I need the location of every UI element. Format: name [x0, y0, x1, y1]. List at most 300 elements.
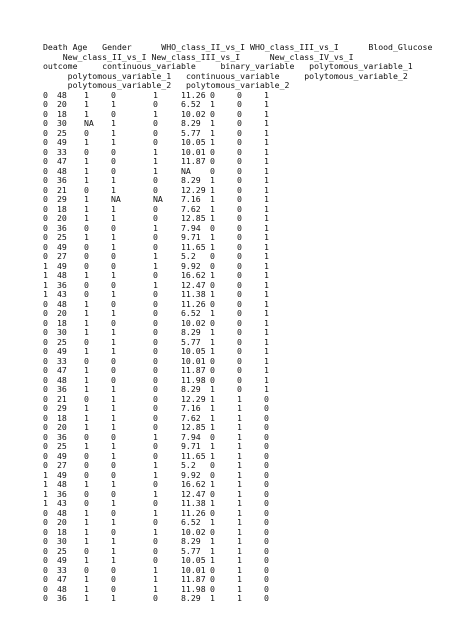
table-cell: 1: [84, 422, 89, 432]
table-cell: 0: [43, 146, 48, 157]
table-cell: 1: [84, 555, 89, 565]
table-cell: 10.02: [181, 526, 206, 537]
table-cell: 0: [264, 545, 269, 556]
table-cell: 18: [57, 203, 67, 214]
table-cell: 0: [237, 156, 242, 166]
table-cell: 0: [264, 555, 269, 565]
table-cell: 20: [57, 517, 67, 527]
table-cell: 11.26: [181, 89, 206, 100]
table-cell: 0: [210, 222, 215, 233]
table-cell: 1: [111, 289, 116, 299]
table-cell: 1: [111, 517, 116, 527]
table-cell: 0: [43, 583, 48, 594]
table-cell: 1: [111, 441, 116, 451]
table-cell: 0: [210, 431, 215, 442]
table-cell: 1: [210, 393, 215, 404]
table-cell: 0: [84, 251, 89, 261]
table-cell: 1: [210, 422, 215, 432]
table-cell: 0: [237, 317, 242, 328]
table-cell: 0: [43, 545, 48, 556]
table-cell: 0: [111, 298, 116, 309]
table-cell: 0: [153, 270, 158, 280]
table-cell: 7.16: [181, 403, 201, 413]
table-cell: 0: [264, 479, 269, 489]
table-cell: 1: [237, 450, 242, 461]
table-cell: 1: [153, 574, 158, 584]
header-line: outcome continuous_variable binary_variable polytomous_variable_1: [43, 61, 413, 71]
table-cell: 0: [237, 384, 242, 394]
table-cell: 0: [43, 118, 48, 128]
table-cell: 1: [264, 251, 269, 261]
table-cell: 0: [84, 469, 89, 480]
table-cell: 47: [57, 156, 67, 166]
table-cell: 0: [84, 289, 89, 299]
table-cell: 0: [43, 412, 48, 423]
table-cell: 0: [237, 289, 242, 299]
table-cell: 0: [237, 298, 242, 309]
table-cell: 0: [111, 460, 116, 470]
table-cell: 0: [43, 184, 48, 195]
table-cell: 1: [84, 412, 89, 423]
table-cell: 1: [84, 583, 89, 594]
table-cell: 25: [57, 127, 67, 138]
table-cell: 1: [264, 374, 269, 385]
table-cell: 1: [210, 175, 215, 185]
table-cell: 49: [57, 346, 67, 356]
table-cell: 10.05: [181, 137, 206, 147]
table-cell: 1: [84, 365, 89, 375]
table-cell: 0: [153, 99, 158, 109]
table-cell: 1: [264, 184, 269, 195]
table-cell: 0: [210, 460, 215, 470]
table-cell: 0: [43, 241, 48, 252]
table-cell: 0: [43, 203, 48, 214]
table-cell: 0: [43, 175, 48, 185]
table-cell: 10.02: [181, 317, 206, 328]
table-cell: 0: [237, 251, 242, 261]
table-cell: 0: [43, 213, 48, 223]
table-cell: 12.47: [181, 488, 206, 499]
table-cell: 0: [84, 127, 89, 138]
table-cell: 0: [111, 365, 116, 375]
table-cell: 9.92: [181, 260, 201, 271]
table-cell: 1: [111, 241, 116, 252]
table-cell: 1: [264, 99, 269, 109]
table-row: [43, 594, 432, 604]
table-cell: 0: [84, 431, 89, 442]
table-cell: 0: [264, 498, 269, 508]
table-cell: 0: [237, 203, 242, 214]
table-cell: 1: [237, 526, 242, 537]
table-cell: 0: [84, 146, 89, 157]
table-cell: 0: [43, 99, 48, 109]
table-cell: 0: [264, 517, 269, 527]
table-cell: 49: [57, 241, 67, 252]
table-cell: 1: [84, 526, 89, 537]
table-cell: 1: [111, 346, 116, 356]
table-cell: 0: [84, 450, 89, 461]
table-cell: 1: [84, 270, 89, 280]
table-cell: 1: [153, 222, 158, 233]
table-cell: 0: [111, 251, 116, 261]
table-cell: 11.65: [181, 241, 206, 252]
table-cell: 1: [264, 156, 269, 166]
table-cell: 18: [57, 412, 67, 423]
table-cell: 0: [210, 564, 215, 575]
table-cell: 1: [237, 403, 242, 413]
table-cell: 20: [57, 308, 67, 318]
table-cell: 0: [153, 422, 158, 432]
table-cell: 11.98: [181, 374, 206, 385]
table-cell: 0: [264, 564, 269, 575]
table-cell: 1: [84, 137, 89, 147]
table-cell: 9.71: [181, 232, 201, 242]
table-cell: 30: [57, 327, 67, 337]
table-cell: 0: [237, 175, 242, 185]
table-cell: 1: [111, 593, 116, 603]
table-cell: 1: [264, 108, 269, 119]
table-cell: 1: [84, 308, 89, 318]
table-cell: 1: [153, 251, 158, 261]
table-cell: 11.98: [181, 583, 206, 594]
table-cell: 0: [237, 127, 242, 138]
table-cell: 1: [264, 336, 269, 347]
table-cell: 1: [210, 450, 215, 461]
table-cell: 1: [210, 346, 215, 356]
table-cell: 1: [210, 327, 215, 337]
table-cell: 18: [57, 526, 67, 537]
table-cell: 0: [43, 536, 48, 546]
table-cell: 0: [84, 393, 89, 404]
table-cell: 1: [210, 99, 215, 109]
table-cell: 1: [84, 232, 89, 242]
table-cell: 47: [57, 574, 67, 584]
table-cell: 1: [237, 479, 242, 489]
table-cell: 18: [57, 108, 67, 119]
table-cell: 0: [210, 146, 215, 157]
table-cell: 1: [264, 308, 269, 318]
table-cell: 1: [111, 137, 116, 147]
table-cell: 1: [111, 450, 116, 461]
table-cell: 1: [264, 289, 269, 299]
table-cell: 36: [57, 279, 67, 290]
table-cell: 49: [57, 469, 67, 480]
header-line: New_class_II_vs_I New_class_III_vs_I New_class_IV_vs_I: [43, 51, 354, 62]
table-cell: 1: [264, 232, 269, 242]
table-cell: 0: [43, 108, 48, 119]
table-cell: 1: [153, 564, 158, 575]
table-cell: 0: [84, 355, 89, 366]
table-cell: 36: [57, 384, 67, 394]
table-cell: 1: [111, 479, 116, 489]
table-cell: 0: [210, 574, 215, 584]
table-cell: 1: [264, 222, 269, 233]
table-cell: 48: [57, 507, 67, 518]
table-cell: 0: [84, 488, 89, 499]
table-cell: 1: [43, 279, 48, 290]
table-cell: 0: [153, 213, 158, 223]
table-cell: 1: [210, 241, 215, 252]
table-cell: 10.05: [181, 555, 206, 565]
table-cell: 1: [84, 175, 89, 185]
table-cell: 1: [210, 336, 215, 347]
table-cell: 0: [237, 222, 242, 233]
table-cell: 1: [264, 203, 269, 214]
table-cell: 0: [43, 403, 48, 413]
table-cell: 1: [210, 441, 215, 451]
table-cell: 1: [84, 203, 89, 214]
table-cell: 1: [237, 393, 242, 404]
table-cell: 1: [43, 479, 48, 489]
table-cell: 9.71: [181, 441, 201, 451]
table-cell: 1: [210, 194, 215, 204]
table-cell: 0: [153, 403, 158, 413]
table-cell: 1: [84, 536, 89, 546]
table-cell: 1: [84, 194, 89, 204]
table-cell: 0: [153, 365, 158, 375]
table-cell: 1: [84, 327, 89, 337]
table-cell: 0: [153, 384, 158, 394]
table-cell: 1: [111, 384, 116, 394]
table-cell: 1: [84, 593, 89, 603]
table-cell: 0: [43, 251, 48, 261]
table-cell: 25: [57, 441, 67, 451]
table-cell: 1: [153, 108, 158, 119]
table-cell: 49: [57, 260, 67, 271]
table-cell: 1: [210, 593, 215, 603]
table-cell: 0: [210, 89, 215, 100]
table-cell: 1: [153, 165, 158, 176]
table-cell: 1: [210, 517, 215, 527]
table-cell: 8.29: [181, 536, 201, 546]
table-cell: 0: [237, 374, 242, 385]
table-cell: 30: [57, 118, 67, 128]
table-cell: 1: [264, 165, 269, 176]
table-cell: 1: [210, 412, 215, 423]
table-cell: 0: [153, 441, 158, 451]
table-cell: 29: [57, 403, 67, 413]
table-cell: 0: [111, 317, 116, 328]
table-cell: 0: [153, 298, 158, 309]
table-cell: 0: [210, 156, 215, 166]
table-cell: 1: [111, 412, 116, 423]
table-cell: 48: [57, 165, 67, 176]
table-cell: 12.85: [181, 422, 206, 432]
table-cell: 0: [153, 127, 158, 138]
table-cell: 25: [57, 232, 67, 242]
table-cell: 1: [237, 498, 242, 508]
table-cell: 1: [210, 213, 215, 223]
table-cell: 0: [153, 308, 158, 318]
table-cell: 49: [57, 137, 67, 147]
table-cell: 30: [57, 536, 67, 546]
table-cell: 0: [43, 137, 48, 147]
table-cell: 1: [264, 298, 269, 309]
table-cell: 0: [237, 260, 242, 271]
table-cell: 0: [43, 156, 48, 166]
table-cell: 1: [43, 289, 48, 299]
table-cell: 1: [84, 374, 89, 385]
table-cell: 1: [210, 479, 215, 489]
table-cell: 48: [57, 583, 67, 594]
table-cell: 0: [153, 536, 158, 546]
table-cell: 0: [153, 317, 158, 328]
table-cell: 0: [237, 165, 242, 176]
table-cell: 48: [57, 89, 67, 100]
table-cell: 1: [210, 118, 215, 128]
table-cell: 0: [210, 317, 215, 328]
table-cell: 0: [43, 384, 48, 394]
table-cell: 36: [57, 175, 67, 185]
table-cell: 1: [111, 232, 116, 242]
table-cell: 1: [84, 384, 89, 394]
table-cell: 1: [237, 441, 242, 451]
table-cell: 0: [43, 336, 48, 347]
table-cell: 48: [57, 479, 67, 489]
table-cell: 33: [57, 146, 67, 157]
table-cell: 0: [43, 507, 48, 518]
table-cell: 0: [84, 184, 89, 195]
table-cell: 0: [210, 374, 215, 385]
table-cell: 43: [57, 498, 67, 508]
table-cell: 0: [84, 336, 89, 347]
table-cell: 5.77: [181, 545, 201, 556]
table-cell: 1: [210, 232, 215, 242]
table-cell: 0: [43, 574, 48, 584]
table-cell: 1: [210, 127, 215, 138]
table-cell: 10.01: [181, 146, 206, 157]
table-cell: 27: [57, 460, 67, 470]
data-rows: [43, 91, 432, 604]
table-cell: 48: [57, 374, 67, 385]
table-cell: 1: [210, 308, 215, 318]
table-cell: 0: [153, 479, 158, 489]
table-cell: 0: [111, 222, 116, 233]
table-cell: 0: [153, 184, 158, 195]
table-cell: 10.01: [181, 564, 206, 575]
table-cell: 0: [43, 555, 48, 565]
table-cell: 0: [153, 232, 158, 242]
table-cell: 0: [264, 593, 269, 603]
table-cell: 1: [84, 108, 89, 119]
table-cell: 36: [57, 431, 67, 442]
table-cell: 6.52: [181, 517, 201, 527]
table-cell: 1: [153, 89, 158, 100]
table-cell: 0: [43, 127, 48, 138]
table-cell: 1: [237, 422, 242, 432]
table-cell: 0: [237, 365, 242, 375]
table-cell: 1: [84, 298, 89, 309]
table-cell: 0: [111, 260, 116, 271]
table-cell: 0: [111, 108, 116, 119]
table-cell: NA: [111, 194, 121, 204]
table-cell: 1: [237, 517, 242, 527]
table-cell: 0: [43, 564, 48, 575]
table-cell: 0: [153, 118, 158, 128]
table-cell: 0: [111, 564, 116, 575]
table-cell: 0: [43, 593, 48, 603]
header-line: polytomous_variable_1 continuous_variable polytomous_variable_2: [43, 70, 408, 81]
table-cell: 1: [84, 517, 89, 527]
table-cell: 0: [237, 99, 242, 109]
table-cell: 0: [264, 469, 269, 480]
table-cell: 49: [57, 555, 67, 565]
data-listing: [43, 43, 432, 604]
table-cell: 6.52: [181, 99, 201, 109]
table-cell: 0: [43, 165, 48, 176]
table-cell: 0: [210, 583, 215, 594]
table-cell: 0: [237, 232, 242, 242]
table-cell: 0: [237, 308, 242, 318]
table-cell: 0: [237, 89, 242, 100]
table-cell: 48: [57, 270, 67, 280]
table-cell: 1: [237, 555, 242, 565]
table-cell: 0: [237, 137, 242, 147]
table-cell: 1: [153, 469, 158, 480]
table-cell: 10.02: [181, 108, 206, 119]
table-cell: 1: [153, 460, 158, 470]
table-cell: 1: [111, 213, 116, 223]
table-cell: 0: [43, 222, 48, 233]
table-cell: 11.87: [181, 156, 206, 166]
table-cell: 0: [264, 526, 269, 537]
table-cell: 1: [84, 346, 89, 356]
table-cell: 0: [210, 507, 215, 518]
table-cell: 11.87: [181, 574, 206, 584]
table-cell: 1: [237, 460, 242, 470]
table-cell: 0: [111, 507, 116, 518]
table-cell: 1: [84, 403, 89, 413]
table-cell: 11.87: [181, 365, 206, 375]
table-cell: 0: [43, 308, 48, 318]
table-cell: 8.29: [181, 327, 201, 337]
table-cell: 1: [111, 545, 116, 556]
table-cell: 0: [153, 393, 158, 404]
table-cell: 0: [210, 526, 215, 537]
table-cell: 1: [43, 270, 48, 280]
table-cell: 0: [84, 460, 89, 470]
table-cell: 0: [111, 89, 116, 100]
table-cell: 0: [237, 336, 242, 347]
table-cell: 1: [111, 422, 116, 432]
table-cell: 0: [84, 260, 89, 271]
table-cell: 1: [111, 555, 116, 565]
table-cell: 0: [210, 298, 215, 309]
table-cell: 0: [210, 251, 215, 261]
table-cell: 1: [43, 260, 48, 271]
table-cell: 16.62: [181, 479, 206, 489]
table-cell: 1: [153, 146, 158, 157]
table-cell: 12.29: [181, 393, 206, 404]
table-cell: 8.29: [181, 175, 201, 185]
table-cell: 0: [153, 355, 158, 366]
table-cell: 0: [264, 393, 269, 404]
table-cell: 0: [210, 260, 215, 271]
table-cell: 1: [237, 583, 242, 594]
table-cell: 0: [111, 431, 116, 442]
table-cell: 25: [57, 336, 67, 347]
table-cell: 1: [153, 507, 158, 518]
table-cell: 0: [153, 203, 158, 214]
table-cell: 1: [264, 137, 269, 147]
table-cell: 1: [264, 118, 269, 128]
header-line: Death Age Gender WHO_class_II_vs_I WHO_class_III_vs_I Blood_Glucose: [43, 42, 433, 52]
table-cell: 1: [237, 431, 242, 442]
table-cell: 0: [111, 156, 116, 166]
table-cell: 0: [237, 194, 242, 204]
table-cell: 0: [43, 517, 48, 527]
table-cell: 0: [210, 165, 215, 176]
